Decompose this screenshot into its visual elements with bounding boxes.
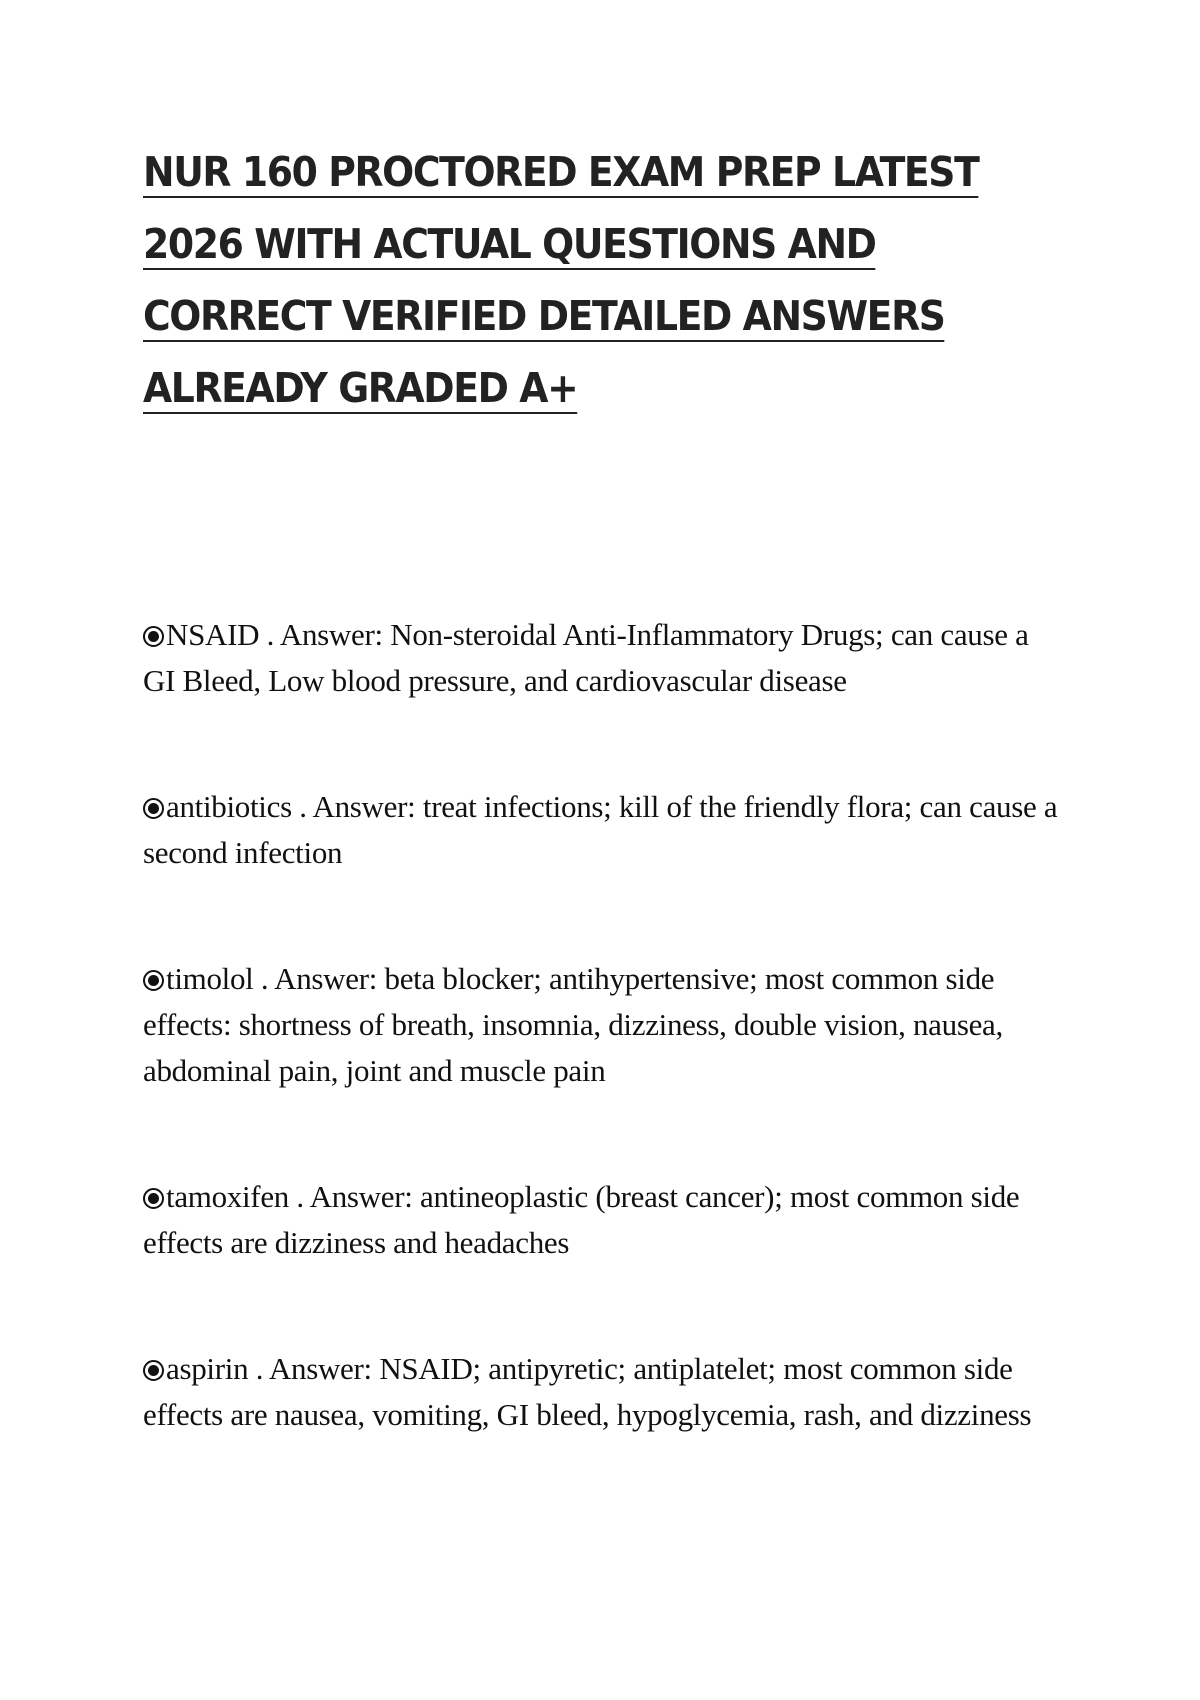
qa-item bbox=[143, 612, 1063, 704]
qa-term: antibiotics bbox=[166, 789, 292, 824]
title-line-1: NUR 160 PROCTORED EXAM PREP LATEST bbox=[143, 148, 979, 196]
title-line-2: 2026 WITH ACTUAL QUESTIONS AND bbox=[143, 220, 876, 268]
qa-separator: . Answer: bbox=[291, 789, 423, 824]
radio-bullet-icon bbox=[143, 1188, 164, 1209]
document-title bbox=[143, 150, 1023, 438]
qa-term: tamoxifen bbox=[166, 1179, 289, 1214]
radio-bullet-icon bbox=[143, 626, 164, 647]
qa-item bbox=[143, 784, 1063, 876]
radio-bullet-icon bbox=[143, 1360, 164, 1381]
qa-term: timolol bbox=[166, 961, 254, 996]
qa-separator: . Answer: bbox=[248, 1351, 380, 1386]
radio-bullet-icon bbox=[143, 798, 164, 819]
qa-term: aspirin bbox=[166, 1351, 249, 1386]
qa-separator: . Answer: bbox=[288, 1179, 421, 1214]
title-line-3: CORRECT VERIFIED DETAILED ANSWERS bbox=[143, 292, 945, 340]
qa-answer: NSAID; antipyretic; antiplatelet; most common side effects are nausea, vomiting, GI bleed, hypoglycemia, rash, and dizziness bbox=[143, 1351, 1032, 1432]
radio-bullet-icon bbox=[143, 970, 164, 991]
qa-answer: beta blocker; antihypertensive; most common side effects: shortness of breath, insomnia, dizziness, double vision, nausea, abdominal pain, joint and muscle pain bbox=[143, 961, 1003, 1088]
qa-item bbox=[143, 1174, 1063, 1266]
qa-separator: . Answer: bbox=[259, 617, 391, 652]
qa-answer: antineoplastic (breast cancer); most common side effects are dizziness and headaches bbox=[143, 1179, 1020, 1260]
qa-list bbox=[143, 612, 1063, 1518]
qa-answer: treat infections; kill of the friendly flora; can cause a second infection bbox=[143, 789, 1058, 870]
qa-term: NSAID bbox=[166, 617, 260, 652]
qa-answer: Non-steroidal Anti-Inflammatory Drugs; can cause a GI Bleed, Low blood pressure, and cardiovascular disease bbox=[143, 617, 1029, 698]
qa-item bbox=[143, 1346, 1063, 1438]
qa-item bbox=[143, 956, 1063, 1094]
qa-separator: . Answer: bbox=[253, 961, 385, 996]
title-line-4: ALREADY GRADED A+ bbox=[143, 364, 578, 412]
